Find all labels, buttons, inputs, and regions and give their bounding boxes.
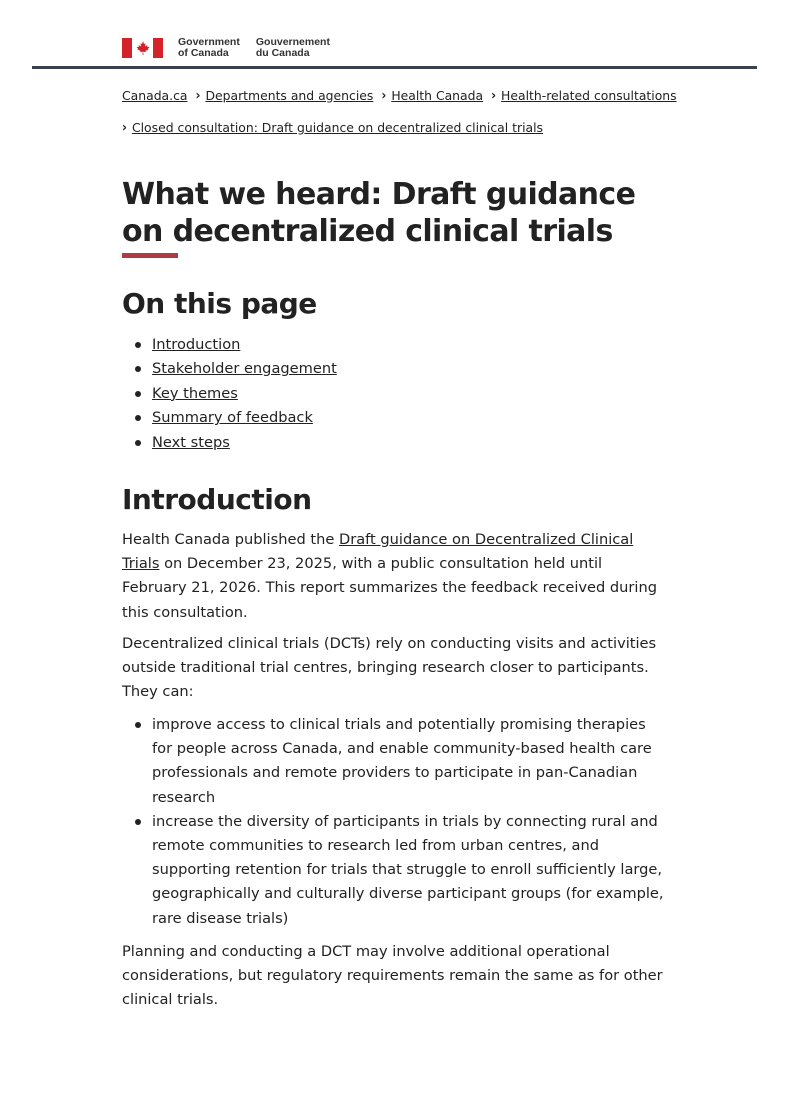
toc-link-summary-of-feedback[interactable]: Summary of feedback bbox=[152, 409, 313, 427]
breadcrumb-item bbox=[122, 120, 543, 135]
breadcrumb-item bbox=[122, 88, 188, 103]
list-item: increase the diversity of participants in trials by connecting rural and remote communities to research led from urban centres, and supporting retention for trials that struggle to enroll sufficiently large, geographically and culturally diverse participant groups (for example, rare disease trials) bbox=[135, 810, 665, 931]
list-item bbox=[135, 431, 337, 455]
breadcrumb-item bbox=[483, 88, 677, 103]
toc-link-introduction[interactable]: Introduction bbox=[152, 336, 241, 353]
breadcrumb-item bbox=[188, 88, 374, 103]
wordmark-fr-line1: Gouvernement bbox=[255, 36, 330, 48]
toc-link-key-themes[interactable]: Key themes bbox=[152, 384, 238, 402]
page-title: What we heard: Draft guidance on decentralized clinical trials bbox=[122, 177, 636, 249]
breadcrumb-row bbox=[122, 118, 543, 136]
title-underline bbox=[122, 253, 178, 258]
intro-p1-text: Health Canada published the bbox=[122, 531, 339, 548]
wordmark-fr-line2: du Canada bbox=[255, 47, 310, 59]
list-item: improve access to clinical trials and potentially promising therapies for people across Canada, and enable community-based health care professionals and remote providers to participate in pan-Canadian research bbox=[135, 713, 665, 810]
site-header bbox=[0, 0, 786, 69]
chevron-right-icon: › bbox=[381, 87, 387, 103]
header-divider bbox=[32, 66, 757, 69]
chevron-right-icon: › bbox=[195, 87, 201, 103]
government-wordmark bbox=[178, 37, 346, 59]
chevron-right-icon: › bbox=[122, 119, 127, 135]
toc-heading: On this page bbox=[122, 287, 317, 320]
list-item bbox=[135, 333, 337, 357]
breadcrumb-link-health-canada[interactable]: Health Canada bbox=[391, 87, 484, 103]
list-item bbox=[135, 406, 337, 430]
maple-leaf-icon bbox=[135, 40, 151, 56]
toc-link-next-steps[interactable]: Next steps bbox=[152, 433, 230, 451]
breadcrumb-link-departments[interactable]: Departments and agencies bbox=[205, 87, 374, 103]
breadcrumb-item bbox=[373, 88, 483, 103]
wordmark-french bbox=[256, 37, 330, 59]
wordmark-en-line2: of Canada bbox=[178, 47, 229, 59]
introduction-heading: Introduction bbox=[122, 483, 312, 516]
toc-link-stakeholder-engagement[interactable]: Stakeholder engagement bbox=[152, 360, 337, 378]
breadcrumb-link-consultations[interactable]: Health-related consultations bbox=[501, 87, 677, 103]
breadcrumb-row bbox=[122, 86, 682, 104]
wordmark-english bbox=[178, 37, 240, 59]
wordmark-en-line1: Government bbox=[178, 36, 240, 48]
list-item bbox=[135, 357, 337, 381]
intro-paragraph-2: Decentralized clinical trials (DCTs) rely on conducting visits and activities outside traditional trial centres, bringing research closer to participants. They can: bbox=[122, 635, 657, 701]
government-signature[interactable] bbox=[122, 37, 346, 59]
intro-p1-text-after: on December 23, 2025, with a public consultation held until February 21, 2026. This report summarizes the feedback received during this consultation. bbox=[122, 555, 657, 621]
draft-guidance-link[interactable]: Draft guidance on Decentralized Clinical Trials bbox=[122, 531, 634, 573]
breadcrumb bbox=[122, 86, 682, 135]
breadcrumb-link-closed-consultation[interactable]: Closed consultation: Draft guidance on decentralized clinical trials bbox=[131, 119, 543, 135]
breadcrumb-link-canada[interactable]: Canada.ca bbox=[122, 87, 188, 103]
table-of-contents bbox=[135, 333, 337, 455]
intro-paragraph-3: Planning and conducting a DCT may involve additional operational considerations, but regulatory requirements remain the same as for other clinical trials. bbox=[122, 943, 663, 1009]
benefits-list bbox=[135, 713, 665, 931]
canada-flag-icon bbox=[122, 38, 163, 58]
intro-paragraph-1 bbox=[122, 528, 667, 625]
list-item bbox=[135, 382, 337, 406]
chevron-right-icon: › bbox=[491, 87, 497, 103]
